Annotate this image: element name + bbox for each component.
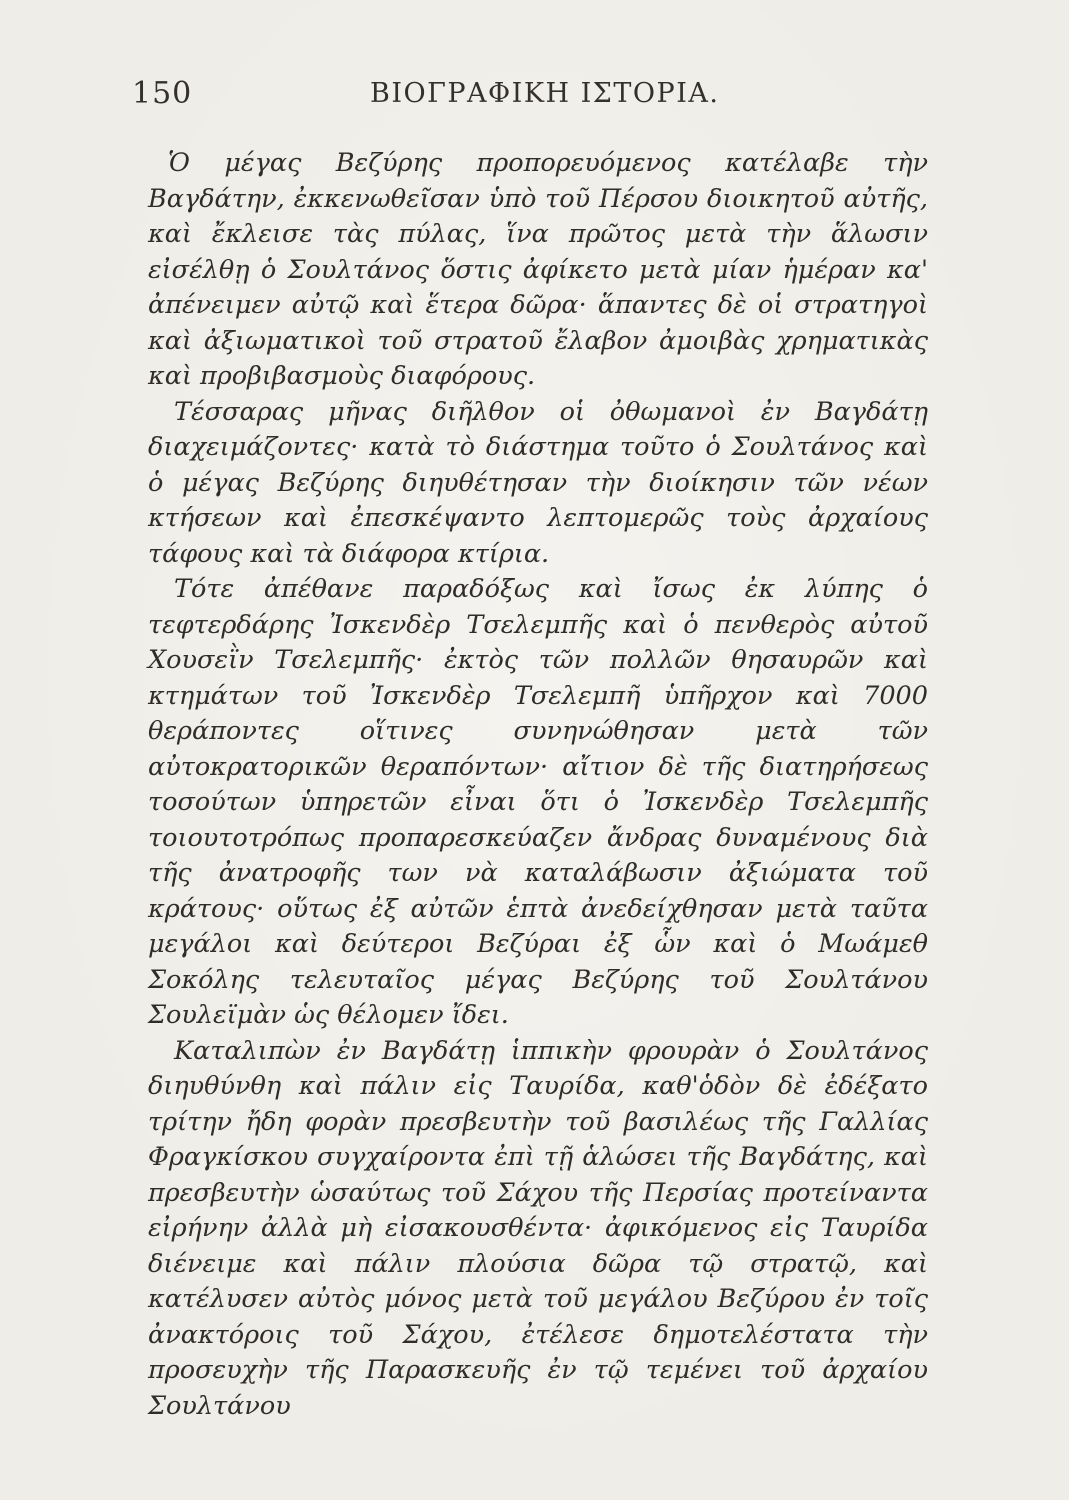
page-number: 150: [132, 76, 193, 111]
paragraph: Ὁ μέγας Βεζύρης προπορευόμενος κατέλαβε τὴν Βαγδάτην, ἐκκενωθεῖσαν ὑπὸ τοῦ Πέρσου διοικητοῦ αὐτῆς, καὶ ἔκλεισε τὰς πύλας, ἵνα πρῶτος μετὰ τὴν ἅλωσιν εἰσέλθῃ ὁ Σουλτάνος ὅστις ἀφίκετο μετὰ μίαν ἡμέραν κα' ἀπένειμεν αὐτῷ καὶ ἕτερα δῶρα· ἅπαντες δὲ οἱ στρατηγοὶ καὶ ἀξιωματικοὶ τοῦ στρατοῦ ἔλαβον ἀμοιβὰς χρηματικὰς καὶ προβιβασμοὺς διαφόρους.: [148, 148, 928, 391]
body-text: [148, 146, 928, 1424]
page-header: [132, 76, 932, 116]
paragraph: Τέσσαρας μῆνας διῆλθον οἱ ὀθωμανοὶ ἐν Βαγδάτῃ διαχειμάζοντες· κατὰ τὸ διάστημα τοῦτο ὁ Σουλτάνος καὶ ὁ μέγας Βεζύρης διηυθέτησαν τὴν διοίκησιν τῶν νέων κτήσεων καὶ ἐπεσκέψαντο λεπτομερῶς τοὺς ἀρχαίους τάφους καὶ τὰ διάφορα κτίρια.: [148, 396, 928, 569]
running-title: ΒΙΟΓΡΑΦΙΚΗ ΙΣΤΟΡΙΑ.: [370, 78, 720, 109]
paragraph: Τότε ἀπέθανε παραδόξως καὶ ἴσως ἐκ λύπης ὁ τεφτερδάρης Ἰσκενδὲρ Τσελεμπῆς καὶ ὁ πενθερὸς αὐτοῦ Χουσεῒν Τσελεμπῆς· ἐκτὸς τῶν πολλῶν θησαυρῶν καὶ κτημάτων τοῦ Ἰσκενδὲρ Τσελεμπῆ ὑπῆρχον καὶ 7000 θεράποντες οἵτινες συνηνώθησαν μετὰ τῶν αὐτοκρατορικῶν θεραπόντων· αἴτιον δὲ τῆς διατηρήσεως τοσούτων ὑπηρετῶν εἶναι ὅτι ὁ Ἰσκενδὲρ Τσελεμπῆς τοιουτοτρόπως προπαρεσκεύαζεν ἄνδρας δυναμένους διὰ τῆς ἀνατροφῆς των νὰ καταλάβωσιν ἀξιώματα τοῦ κράτους· οὕτως ἐξ αὐτῶν ἑπτὰ ἀνεδείχθησαν μετὰ ταῦτα μεγάλοι καὶ δεύτεροι Βεζύραι ἐξ ὧν καὶ ὁ Μωάμεθ Σοκόλης τελευταῖος μέγας Βεζύρης τοῦ Σουλτάνου Σουλεϊμὰν ὡς θέλομεν ἴδει.: [148, 574, 928, 1030]
paragraph: Καταλιπὼν ἐν Βαγδάτῃ ἱππικὴν φρουρὰν ὁ Σουλτάνος διηυθύνθη καὶ πάλιν εἰς Ταυρίδα, καθ'ὁδὸν δὲ ἐδέξατο τρίτην ἤδη φορὰν πρεσβευτὴν τοῦ βασιλέως τῆς Γαλλίας Φραγκίσκου συγχαίροντα ἐπὶ τῇ ἁλώσει τῆς Βαγδάτης, καὶ πρεσβευτὴν ὡσαύτως τοῦ Σάχου τῆς Περσίας προτείναντα εἰρήνην ἀλλὰ μὴ εἰσακουσθέντα· ἀφικόμενος εἰς Ταυρίδα διένειμε καὶ πάλιν πλούσια δῶρα τῷ στρατῷ, καὶ κατέλυσεν αὐτὸς μόνος μετὰ τοῦ μεγάλου Βεζύρου ἐν τοῖς ἀνακτόροις τοῦ Σάχου, ἐτέλεσε δημοτελέστατα τὴν προσευχὴν τῆς Παρασκευῆς ἐν τῷ τεμένει τοῦ ἀρχαίου Σουλτάνου: [148, 1035, 928, 1421]
